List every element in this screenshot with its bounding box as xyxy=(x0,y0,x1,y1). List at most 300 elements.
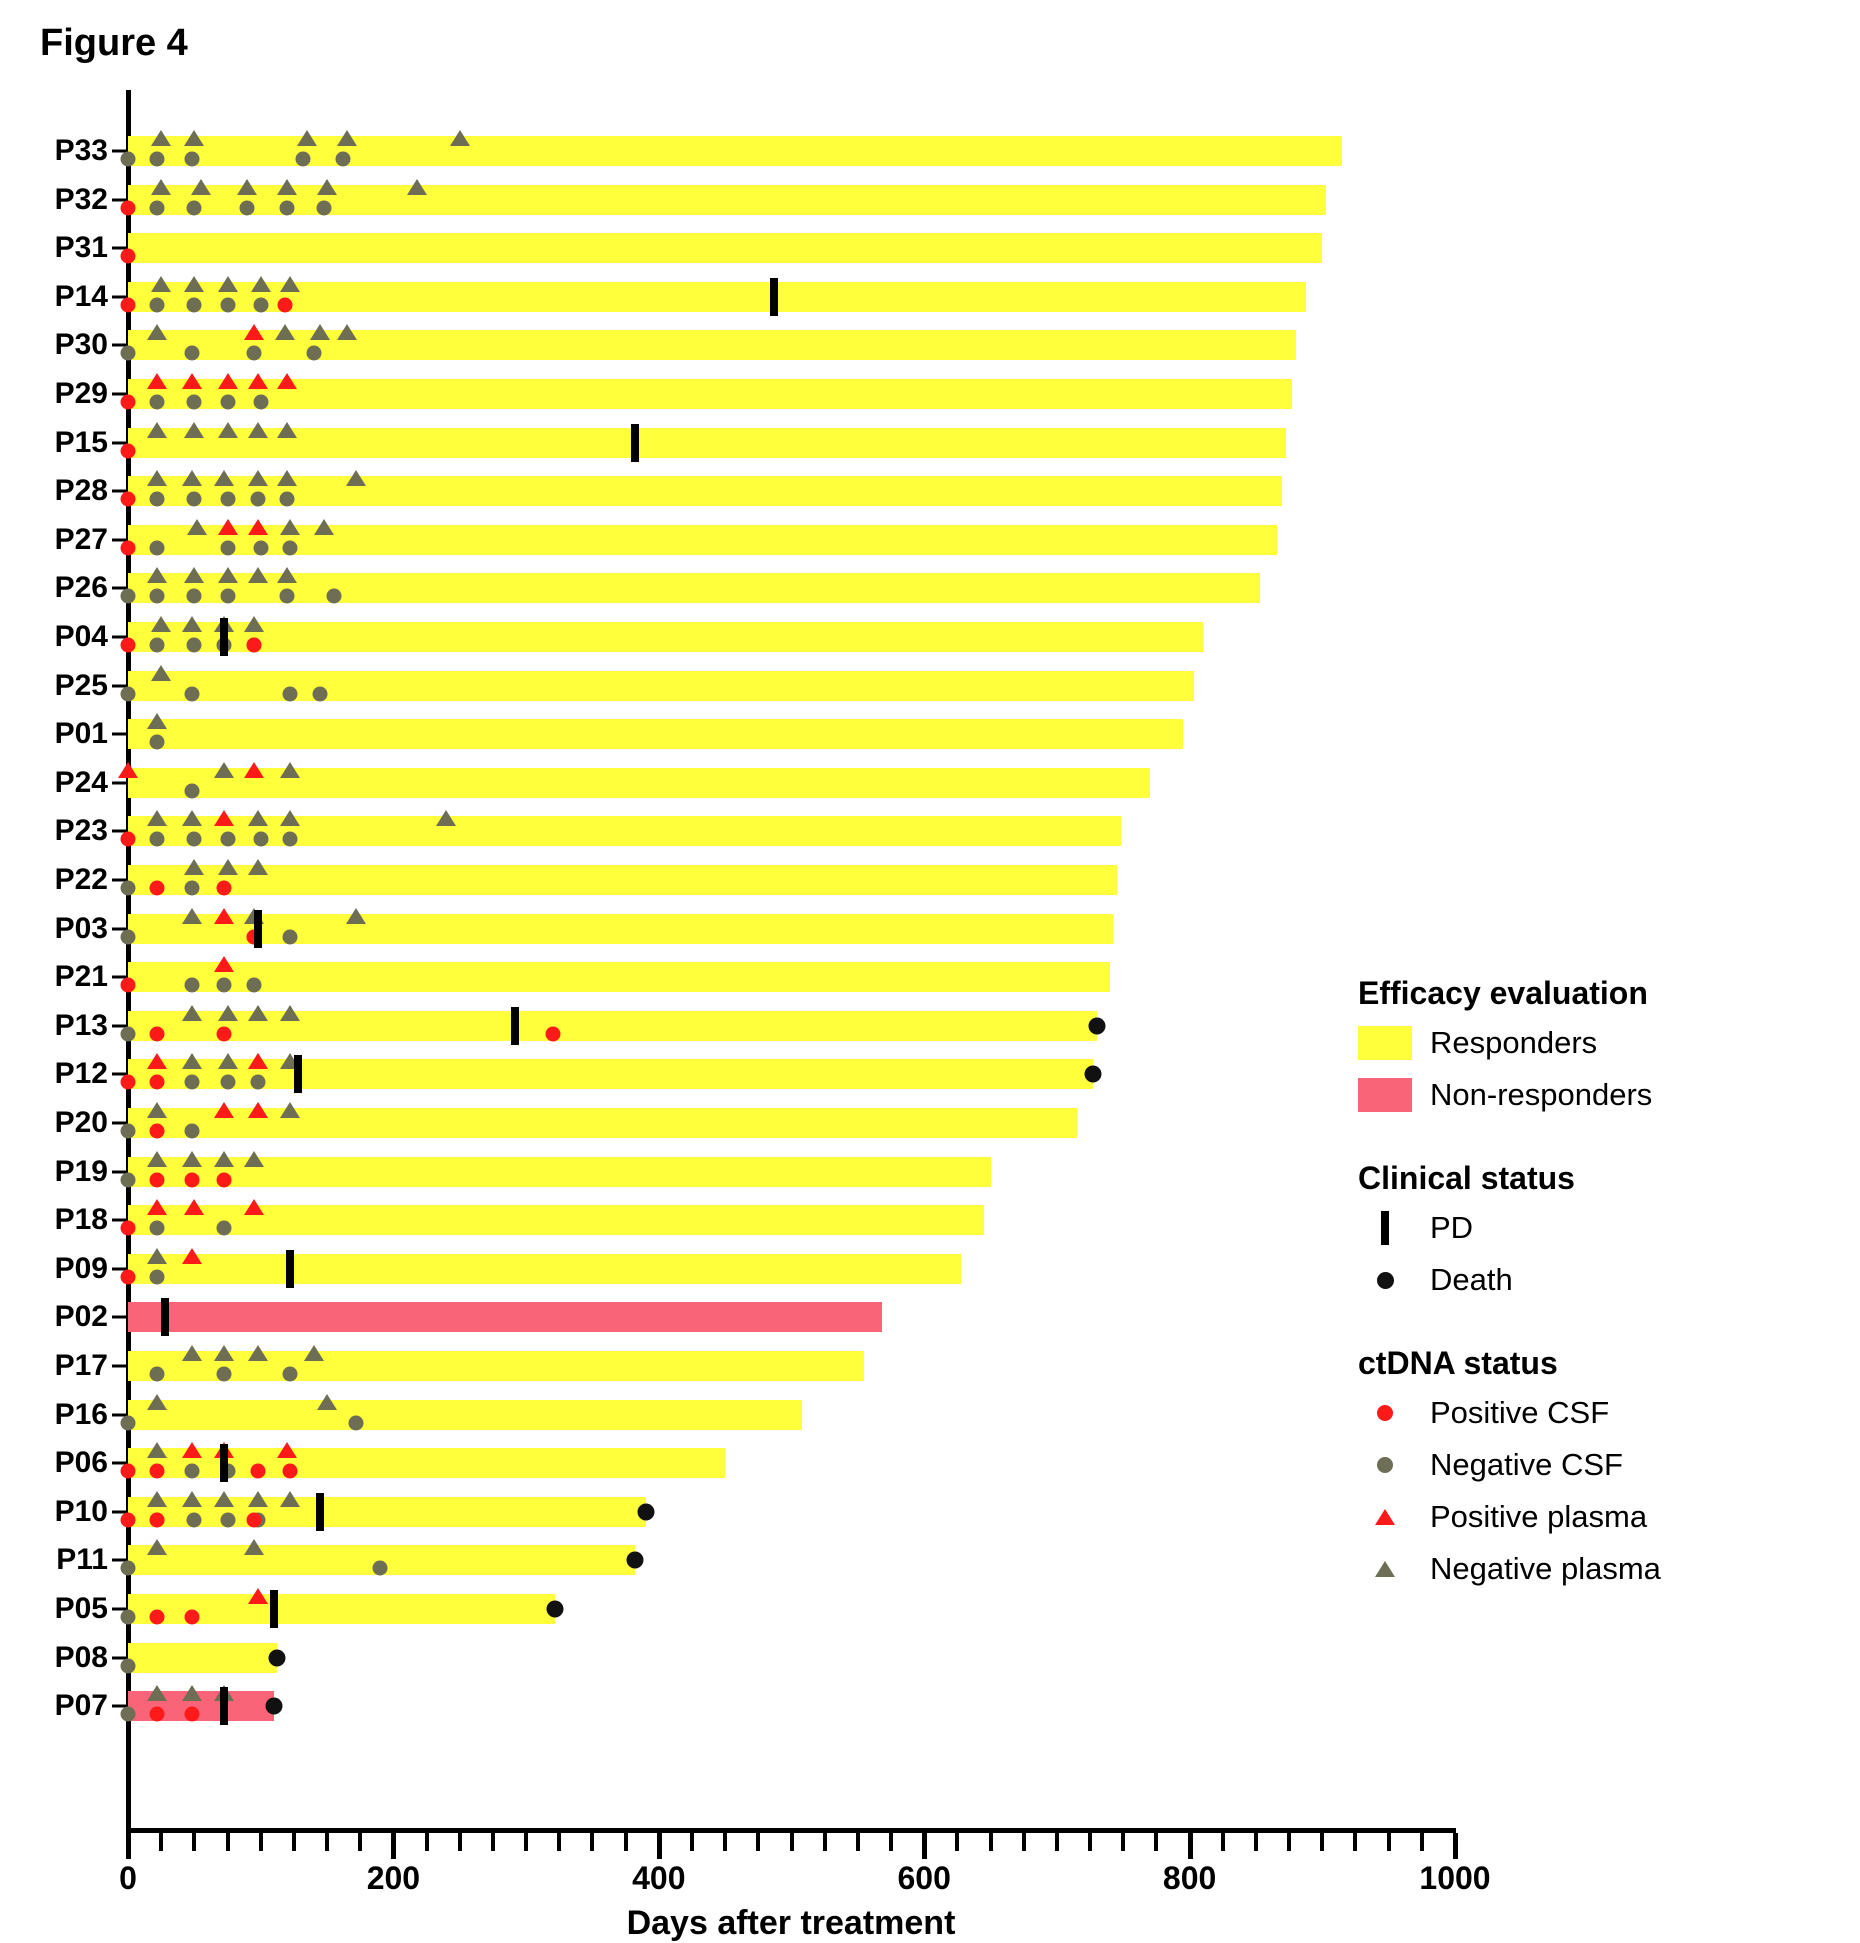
patient-row xyxy=(0,614,1500,660)
negative-plasma-marker xyxy=(277,422,297,438)
patient-id-label: P24 xyxy=(54,765,108,799)
patient-id-label: P09 xyxy=(54,1251,108,1285)
patient-id-label: P07 xyxy=(54,1689,108,1723)
patient-row xyxy=(0,711,1500,757)
negative-plasma-marker xyxy=(214,1491,234,1507)
negative-plasma-marker xyxy=(147,1151,167,1167)
patient-row xyxy=(0,420,1500,466)
row-label-box xyxy=(0,225,108,271)
legend xyxy=(1358,975,1838,1600)
x-tick xyxy=(524,1833,528,1851)
negative-csf-marker xyxy=(313,686,328,701)
x-tick xyxy=(1088,1833,1092,1851)
negative-plasma-marker xyxy=(147,713,167,729)
duration-bar xyxy=(128,573,1260,603)
positive-csf-marker xyxy=(184,1707,199,1722)
negative-plasma-marker xyxy=(147,1248,167,1264)
negative-csf-marker xyxy=(121,929,136,944)
patient-row xyxy=(0,906,1500,952)
x-tick xyxy=(192,1833,196,1851)
row-label-box xyxy=(0,565,108,611)
x-tick xyxy=(1420,1833,1424,1851)
x-tick xyxy=(358,1833,362,1851)
x-tick-label: 1000 xyxy=(1419,1860,1491,1896)
positive-csf-marker xyxy=(150,1707,165,1722)
negative-plasma-marker xyxy=(147,1102,167,1118)
negative-csf-marker xyxy=(150,1269,165,1284)
x-tick xyxy=(159,1833,163,1851)
negative-csf-marker xyxy=(150,395,165,410)
negative-plasma-marker xyxy=(248,859,268,875)
negative-plasma-marker xyxy=(182,1151,202,1167)
positive-plasma-marker xyxy=(214,1102,234,1118)
negative-plasma-marker xyxy=(310,324,330,340)
pd-marker xyxy=(220,1444,228,1482)
patient-id-label: P29 xyxy=(54,377,108,410)
negative-csf-marker xyxy=(121,152,136,167)
positive-plasma-marker xyxy=(118,762,138,778)
positive-plasma-marker xyxy=(248,1053,268,1069)
positive-plasma-marker xyxy=(182,373,202,389)
patient-id-label: P27 xyxy=(54,522,108,556)
patient-row xyxy=(0,1440,1500,1486)
x-tick xyxy=(1320,1833,1324,1851)
negative-plasma-marker xyxy=(280,1102,300,1118)
patient-row xyxy=(0,1246,1500,1292)
row-label-box xyxy=(0,1003,108,1049)
x-tick xyxy=(458,1833,462,1851)
negative-csf-marker xyxy=(335,152,350,167)
negative-csf-marker xyxy=(216,1221,231,1236)
negative-plasma-marker xyxy=(214,1345,234,1361)
row-label-box xyxy=(0,857,108,903)
negative-plasma-marker xyxy=(280,519,300,535)
patient-id-label: P32 xyxy=(54,182,108,216)
duration-bar xyxy=(128,865,1117,895)
positive-csf-dot-icon xyxy=(1358,1405,1412,1421)
positive-csf-marker xyxy=(121,395,136,410)
patient-row xyxy=(0,1635,1500,1681)
legend-item-death xyxy=(1358,1259,1838,1301)
negative-plasma-marker xyxy=(147,1491,167,1507)
x-tick xyxy=(1055,1833,1059,1851)
negative-plasma-marker xyxy=(280,1005,300,1021)
duration-bar xyxy=(128,622,1203,652)
death-dot-icon xyxy=(1358,1272,1412,1289)
row-label-box xyxy=(0,420,108,466)
negative-plasma-marker xyxy=(297,130,317,146)
x-tick xyxy=(259,1833,263,1851)
patient-id-label: P26 xyxy=(54,571,108,605)
negative-plasma-marker xyxy=(248,1005,268,1021)
legend-spacer-1 xyxy=(1358,1126,1838,1160)
positive-csf-marker xyxy=(277,297,292,312)
negative-csf-marker xyxy=(220,540,235,555)
negative-csf-marker xyxy=(150,297,165,312)
negative-plasma-marker xyxy=(182,1685,202,1701)
negative-plasma-marker xyxy=(280,1491,300,1507)
patient-row xyxy=(0,1343,1500,1389)
legend-label-responders: Responders xyxy=(1430,1025,1598,1060)
positive-plasma-marker xyxy=(244,1199,264,1215)
x-tick xyxy=(756,1833,760,1851)
positive-plasma-marker xyxy=(182,1248,202,1264)
negative-csf-marker xyxy=(247,978,262,993)
death-marker xyxy=(637,1503,654,1520)
x-tick xyxy=(1287,1833,1291,1851)
negative-csf-marker xyxy=(317,200,332,215)
duration-bar xyxy=(128,1254,961,1284)
x-tick-label: 400 xyxy=(632,1860,686,1896)
row-label-box xyxy=(0,468,108,514)
x-tick xyxy=(226,1833,230,1851)
negative-csf-marker xyxy=(184,881,199,896)
negative-csf-marker xyxy=(150,1221,165,1236)
x-tick xyxy=(425,1833,429,1851)
negative-csf-marker xyxy=(187,200,202,215)
legend-clinical-title: Clinical status xyxy=(1358,1160,1575,1196)
negative-csf-marker xyxy=(187,832,202,847)
x-tick xyxy=(989,1833,993,1851)
patient-id-label: P25 xyxy=(54,668,108,702)
negative-plasma-marker xyxy=(187,519,207,535)
legend-item-pd xyxy=(1358,1207,1838,1249)
patient-row xyxy=(0,857,1500,903)
y-axis-tick xyxy=(112,1365,126,1368)
patient-row xyxy=(0,322,1500,368)
negative-csf-marker xyxy=(184,152,199,167)
patient-id-label: P17 xyxy=(54,1349,108,1382)
row-label-box xyxy=(0,1489,108,1535)
pd-marker xyxy=(220,1687,228,1725)
x-tick xyxy=(690,1833,694,1851)
patient-id-label: P02 xyxy=(54,1300,108,1334)
positive-plasma-marker xyxy=(218,373,238,389)
negative-plasma-triangle-icon xyxy=(1358,1561,1412,1577)
positive-csf-marker xyxy=(247,638,262,653)
negative-plasma-marker xyxy=(147,470,167,486)
negative-csf-marker xyxy=(220,492,235,507)
positive-plasma-marker xyxy=(248,1102,268,1118)
patient-id-label: P19 xyxy=(54,1154,108,1188)
patient-row xyxy=(0,517,1500,563)
negative-csf-marker xyxy=(121,686,136,701)
pd-marker xyxy=(254,910,262,948)
x-tick xyxy=(922,1833,927,1859)
negative-csf-marker xyxy=(247,346,262,361)
negative-plasma-marker xyxy=(277,470,297,486)
patient-row xyxy=(0,468,1500,514)
negative-csf-marker xyxy=(306,346,321,361)
negative-plasma-marker xyxy=(182,1345,202,1361)
negative-csf-marker xyxy=(280,589,295,604)
negative-csf-marker xyxy=(187,492,202,507)
negative-csf-marker xyxy=(240,200,255,215)
negative-plasma-marker xyxy=(218,1005,238,1021)
negative-csf-marker xyxy=(121,1172,136,1187)
x-tick xyxy=(391,1833,396,1859)
negative-plasma-marker xyxy=(275,324,295,340)
negative-csf-marker xyxy=(150,200,165,215)
x-tick xyxy=(889,1833,893,1851)
x-tick xyxy=(590,1833,594,1851)
negative-csf-marker xyxy=(282,686,297,701)
x-tick xyxy=(723,1833,727,1851)
negative-plasma-marker xyxy=(182,470,202,486)
positive-csf-marker xyxy=(121,1221,136,1236)
negative-plasma-marker xyxy=(151,276,171,292)
patient-id-label: P20 xyxy=(54,1106,108,1139)
death-marker xyxy=(268,1649,285,1666)
duration-bar xyxy=(128,1302,882,1332)
negative-csf-marker xyxy=(296,152,311,167)
row-label-box xyxy=(0,808,108,854)
patient-row xyxy=(0,565,1500,611)
negative-plasma-marker xyxy=(248,567,268,583)
negative-csf-marker xyxy=(121,1415,136,1430)
duration-bar xyxy=(128,233,1322,263)
patient-id-label: P16 xyxy=(54,1397,108,1431)
negative-plasma-marker xyxy=(182,616,202,632)
negative-plasma-marker xyxy=(151,665,171,681)
pd-marker xyxy=(220,618,228,656)
positive-csf-marker xyxy=(216,1026,231,1041)
negative-plasma-marker xyxy=(317,179,337,195)
negative-plasma-marker xyxy=(214,470,234,486)
negative-csf-marker xyxy=(253,832,268,847)
x-tick xyxy=(1453,1833,1458,1859)
negative-csf-marker xyxy=(282,832,297,847)
negative-plasma-marker xyxy=(337,324,357,340)
x-tick xyxy=(823,1833,827,1851)
negative-csf-marker xyxy=(280,200,295,215)
positive-csf-marker xyxy=(251,1464,266,1479)
negative-plasma-marker xyxy=(184,422,204,438)
legend-ctdna-title: ctDNA status xyxy=(1358,1345,1558,1381)
negative-plasma-marker xyxy=(346,908,366,924)
x-tick xyxy=(1121,1833,1125,1851)
death-marker xyxy=(626,1552,643,1569)
patient-id-label: P30 xyxy=(54,328,108,362)
y-axis-tick xyxy=(112,1316,126,1319)
positive-plasma-marker xyxy=(147,1199,167,1215)
negative-plasma-marker xyxy=(244,616,264,632)
patient-row xyxy=(0,1537,1500,1583)
duration-bar xyxy=(128,1011,1097,1041)
negative-plasma-marker xyxy=(214,1151,234,1167)
x-tick-label: 0 xyxy=(119,1860,137,1896)
duration-bar xyxy=(128,379,1292,409)
positive-csf-marker xyxy=(121,1269,136,1284)
negative-plasma-marker xyxy=(184,276,204,292)
negative-csf-marker xyxy=(150,638,165,653)
negative-plasma-marker xyxy=(317,1394,337,1410)
row-label-box xyxy=(0,1051,108,1097)
negative-csf-marker xyxy=(184,978,199,993)
negative-csf-marker xyxy=(282,929,297,944)
patient-row xyxy=(0,1392,1500,1438)
negative-csf-marker xyxy=(121,1658,136,1673)
pd-marker xyxy=(161,1298,169,1336)
positive-csf-marker xyxy=(545,1026,560,1041)
patient-id-label: P22 xyxy=(54,863,108,896)
negative-plasma-marker xyxy=(218,567,238,583)
responders-swatch xyxy=(1358,1026,1412,1060)
negative-csf-marker xyxy=(373,1561,388,1576)
duration-bar xyxy=(128,1351,864,1381)
duration-bar xyxy=(128,719,1183,749)
row-label-box xyxy=(0,322,108,368)
pd-bar-icon xyxy=(1358,1211,1412,1245)
legend-item-positive-csf xyxy=(1358,1392,1838,1434)
death-marker xyxy=(547,1601,564,1618)
patient-row xyxy=(0,760,1500,806)
row-label-box xyxy=(0,760,108,806)
negative-csf-marker xyxy=(187,638,202,653)
row-label-box xyxy=(0,1537,108,1583)
negative-csf-marker xyxy=(251,1075,266,1090)
negative-plasma-marker xyxy=(218,1053,238,1069)
patient-id-label: P31 xyxy=(54,231,108,265)
legend-item-negative-csf xyxy=(1358,1444,1838,1486)
pd-marker xyxy=(294,1055,302,1093)
positive-plasma-marker xyxy=(214,810,234,826)
negative-csf-marker xyxy=(187,297,202,312)
negative-plasma-marker xyxy=(147,422,167,438)
positive-csf-marker xyxy=(150,1610,165,1625)
negative-csf-dot-icon xyxy=(1358,1457,1412,1473)
patient-id-label: P10 xyxy=(54,1494,108,1528)
negative-csf-marker xyxy=(253,297,268,312)
patient-row xyxy=(0,274,1500,320)
pd-marker xyxy=(511,1007,519,1045)
nonresponders-swatch xyxy=(1358,1078,1412,1112)
patient-id-label: P15 xyxy=(54,425,108,459)
positive-plasma-marker xyxy=(218,519,238,535)
row-label-box xyxy=(0,128,108,174)
negative-csf-marker xyxy=(251,492,266,507)
positive-csf-marker xyxy=(184,1172,199,1187)
positive-plasma-triangle-icon xyxy=(1358,1509,1412,1525)
negative-plasma-marker xyxy=(346,470,366,486)
pd-marker xyxy=(286,1250,294,1288)
positive-plasma-marker xyxy=(182,1442,202,1458)
negative-plasma-marker xyxy=(147,1685,167,1701)
negative-plasma-marker xyxy=(182,1053,202,1069)
patient-id-label: P23 xyxy=(54,814,108,848)
positive-csf-marker xyxy=(121,1464,136,1479)
legend-item-responders xyxy=(1358,1022,1838,1064)
negative-plasma-marker xyxy=(184,567,204,583)
positive-csf-marker xyxy=(121,249,136,264)
negative-csf-marker xyxy=(184,686,199,701)
negative-csf-marker xyxy=(184,346,199,361)
negative-csf-marker xyxy=(220,395,235,410)
y-axis-tick xyxy=(112,733,126,736)
patient-id-label: P01 xyxy=(54,717,108,751)
patient-row xyxy=(0,954,1500,1000)
positive-csf-marker xyxy=(121,978,136,993)
positive-csf-marker xyxy=(121,832,136,847)
duration-bar xyxy=(128,1497,646,1527)
positive-plasma-marker xyxy=(184,1199,204,1215)
negative-plasma-marker xyxy=(280,276,300,292)
negative-plasma-marker xyxy=(151,130,171,146)
negative-plasma-marker xyxy=(277,179,297,195)
negative-csf-marker xyxy=(187,589,202,604)
positive-csf-marker xyxy=(184,1610,199,1625)
duration-bar xyxy=(128,1059,1093,1089)
negative-plasma-marker xyxy=(184,859,204,875)
negative-csf-marker xyxy=(150,589,165,604)
negative-plasma-marker xyxy=(191,179,211,195)
row-label-box xyxy=(0,1635,108,1681)
negative-csf-marker xyxy=(253,395,268,410)
legend-item-positive-plasma xyxy=(1358,1496,1838,1538)
row-label-box xyxy=(0,1246,108,1292)
x-tick xyxy=(1188,1833,1193,1859)
negative-csf-marker xyxy=(150,1367,165,1382)
pd-marker xyxy=(270,1590,278,1628)
positive-csf-marker xyxy=(150,1075,165,1090)
negative-plasma-marker xyxy=(244,1151,264,1167)
negative-csf-marker xyxy=(253,540,268,555)
patient-id-label: P04 xyxy=(54,620,108,653)
positive-csf-marker xyxy=(282,1464,297,1479)
row-label-box xyxy=(0,614,108,660)
duration-bar xyxy=(128,1400,802,1430)
positive-csf-marker xyxy=(121,638,136,653)
negative-plasma-marker xyxy=(450,130,470,146)
positive-csf-marker xyxy=(150,1172,165,1187)
x-tick xyxy=(1353,1833,1357,1851)
negative-plasma-marker xyxy=(147,567,167,583)
patient-row xyxy=(0,225,1500,271)
negative-plasma-marker xyxy=(147,1539,167,1555)
row-label-box xyxy=(0,371,108,417)
y-axis-tick xyxy=(112,781,126,784)
negative-plasma-marker xyxy=(182,810,202,826)
x-tick xyxy=(624,1833,628,1851)
negative-csf-marker xyxy=(220,832,235,847)
positive-csf-marker xyxy=(150,881,165,896)
positive-csf-marker xyxy=(121,297,136,312)
patient-id-label: P14 xyxy=(54,279,108,313)
negative-plasma-marker xyxy=(214,762,234,778)
patient-row xyxy=(0,1100,1500,1146)
duration-bar xyxy=(128,282,1306,312)
patient-row xyxy=(0,808,1500,854)
duration-bar xyxy=(128,330,1296,360)
patient-id-label: P08 xyxy=(54,1640,108,1674)
row-label-box xyxy=(0,1294,108,1340)
row-label-box xyxy=(0,906,108,952)
positive-plasma-marker xyxy=(248,373,268,389)
negative-plasma-marker xyxy=(436,810,456,826)
patient-id-label: P18 xyxy=(54,1203,108,1237)
patient-id-label: P05 xyxy=(54,1592,108,1625)
legend-label-negative-plasma: Negative plasma xyxy=(1430,1551,1661,1586)
positive-csf-marker xyxy=(216,1172,231,1187)
negative-csf-marker xyxy=(121,881,136,896)
legend-efficacy-title: Efficacy evaluation xyxy=(1358,975,1648,1011)
patient-row xyxy=(0,663,1500,709)
positive-plasma-marker xyxy=(244,324,264,340)
row-label-box xyxy=(0,711,108,757)
row-label-box xyxy=(0,274,108,320)
negative-plasma-marker xyxy=(182,1005,202,1021)
patient-id-label: P33 xyxy=(54,134,108,167)
